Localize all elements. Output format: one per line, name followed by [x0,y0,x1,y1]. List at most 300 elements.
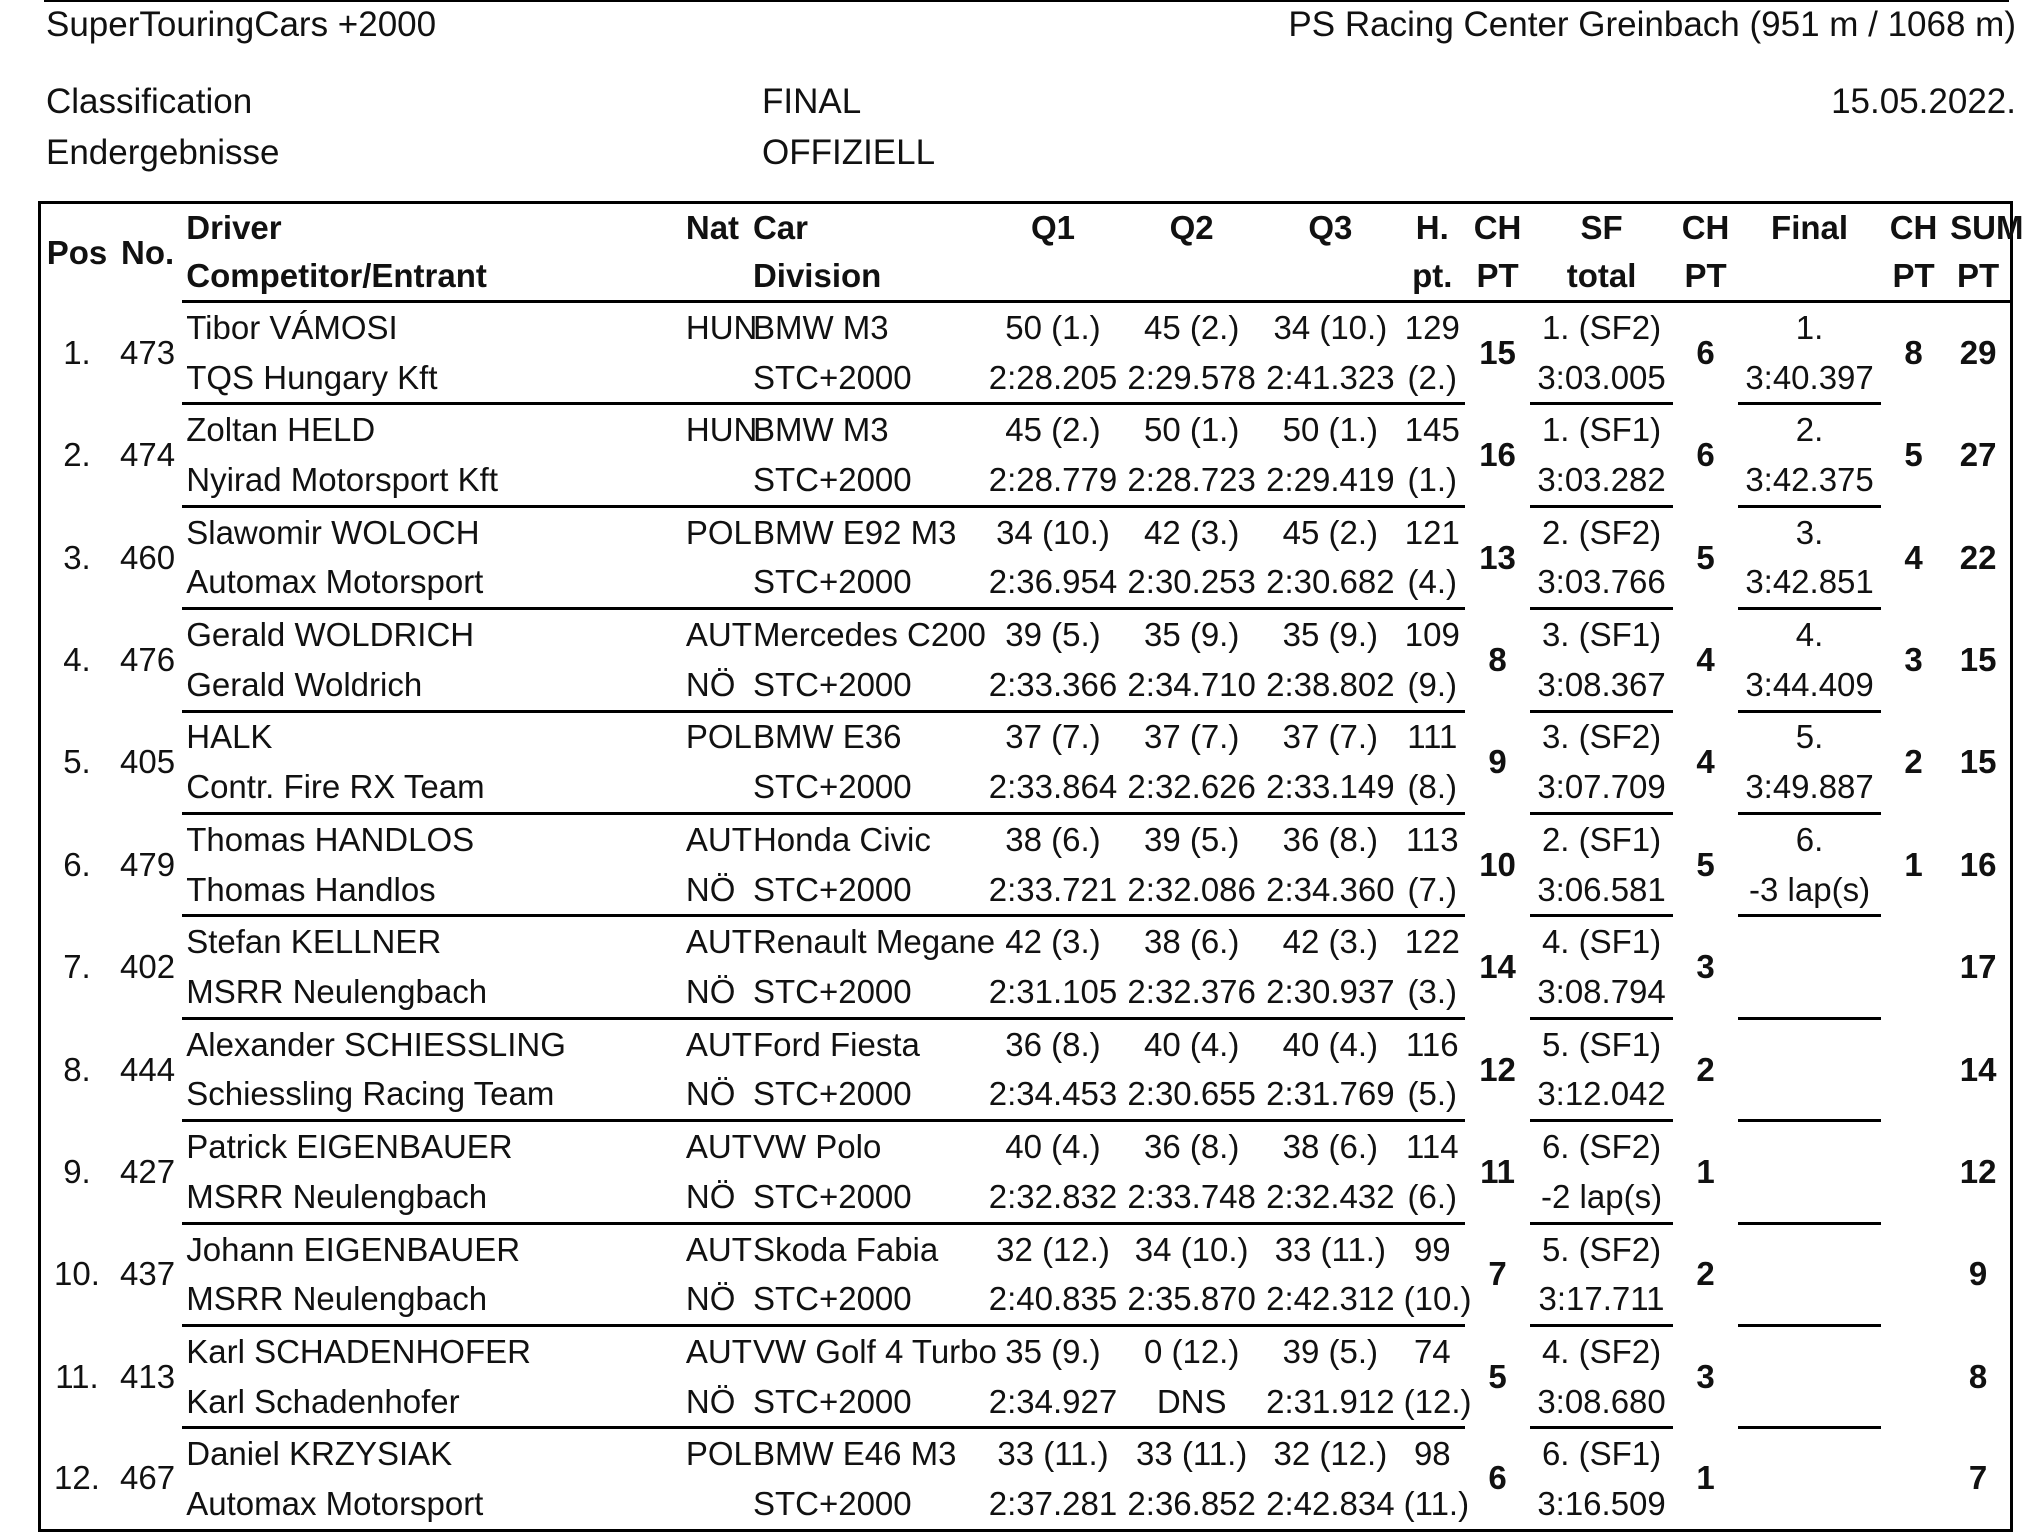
heat-points-cell: 99 [1413,1230,1451,1268]
q3-points-cell: 32 (12.) [1273,1435,1388,1473]
q1-time-cell: 2:36.954 [984,558,1123,609]
entrant-cell: Gerald Woldrich [182,660,682,711]
q1-time-cell: 2:28.205 [984,353,1123,404]
driver-cell: Gerald WOLDRICH [186,616,475,654]
ch-pt-1-cell: 5 [1488,1357,1507,1395]
region-cell [682,353,739,404]
division-cell: STC+2000 [739,865,984,916]
ch-pt-1-cell: 7 [1488,1255,1507,1293]
heat-rank-cell: (2.) [1400,353,1465,404]
col-ch-pt-3-sub: PT [1881,252,1946,302]
entrant-cell: MSRR Neulengbach [182,967,682,1018]
q2-time-cell: DNS [1122,1377,1261,1428]
car-number-cell: 427 [120,1152,176,1190]
division-cell: STC+2000 [739,1479,984,1530]
ch-pt-2-cell: 6 [1696,436,1715,474]
q3-points-cell: 33 (11.) [1274,1230,1386,1268]
q3-time-cell: 2:32.432 [1261,1172,1400,1223]
q1-points-cell: 36 (8.) [1005,1025,1101,1063]
col-ch-pt-1-sub: PT [1465,252,1530,302]
q1-points-cell: 35 (9.) [1005,1332,1101,1370]
entrant-cell: Contr. Fire RX Team [182,762,682,813]
q1-time-cell: 2:28.779 [984,455,1123,506]
car-cell: VW Golf 4 Turbo [752,1332,997,1370]
heat-points-cell: 113 [1405,820,1459,858]
ch-pt-2-cell: 5 [1696,538,1715,576]
car-number-cell: 402 [120,948,176,986]
header-row-1 [40,203,2012,253]
entrant-cell: Karl Schadenhofer [182,1377,682,1428]
driver-cell: Karl SCHADENHOFER [186,1332,531,1370]
entrant-cell: Schiessling Racing Team [182,1070,682,1121]
final-time-cell [1738,1479,1881,1530]
col-q3-blank [1261,252,1400,302]
sf-result-cell: 2. (SF1) [1541,820,1662,858]
sf-result-cell: 2. (SF2) [1541,513,1662,551]
col-q2-blank [1122,252,1261,302]
q2-points-cell: 35 (9.) [1143,616,1240,654]
table-row [40,1121,2012,1172]
table-row [40,1326,2012,1377]
final-time-cell: -3 lap(s) [1738,865,1881,916]
driver-cell: Patrick EIGENBAUER [186,1128,513,1166]
entrant-cell: MSRR Neulengbach [182,1274,682,1325]
final-result-cell [1738,1326,1881,1377]
table-row [40,302,2012,353]
final-result-cell [1738,1223,1881,1274]
ch-pt-3-cell [1881,1223,1946,1325]
entrant-cell: Thomas Handlos [182,865,682,916]
q1-time-cell: 2:34.927 [984,1377,1123,1428]
car-number-cell: 473 [120,333,176,371]
q2-points-cell: 34 (10.) [1134,1230,1249,1268]
final-time-cell: 3:42.375 [1738,455,1881,506]
table-row [40,609,2012,660]
col-ch-pt-2-sub: PT [1673,252,1738,302]
ch-pt-3-cell: 5 [1904,436,1923,474]
col-ch-pt-3: CH [1881,203,1946,253]
q3-points-cell: 50 (1.) [1282,411,1379,449]
col-heat-points: H. [1400,203,1465,253]
sf-time-cell: 3:16.509 [1530,1479,1673,1530]
col-q1: Q1 [984,203,1123,253]
driver-cell: Slawomir WOLOCH [186,513,480,551]
car-number-cell: 405 [120,743,176,781]
header-row-2 [40,252,2012,302]
region-cell: NÖ [682,1070,739,1121]
q3-time-cell: 2:42.834 [1261,1479,1400,1530]
ch-pt-2-cell: 1 [1696,1459,1715,1497]
car-cell: Mercedes C200 [752,616,986,654]
heat-points-cell: 114 [1405,1128,1459,1166]
sum-points-cell: 15 [1959,743,1997,781]
q3-time-cell: 2:30.682 [1261,558,1400,609]
final-result-cell: 3. [1795,513,1824,551]
car-number-cell: 479 [120,845,176,883]
q1-time-cell: 2:33.366 [984,660,1123,711]
col-sum: SUM [1946,203,2011,253]
car-cell: Ford Fiesta [752,1025,920,1063]
final-time-cell: 3:44.409 [1738,660,1881,711]
pos-cell: 2. [63,436,91,474]
region-cell: NÖ [682,660,739,711]
division-cell: STC+2000 [739,353,984,404]
ch-pt-1-cell: 16 [1479,436,1516,474]
final-time-cell [1738,1172,1881,1223]
car-cell: BMW E92 M3 [752,513,957,551]
col-no: No. [113,203,182,302]
sum-points-cell: 7 [1968,1459,1988,1497]
heat-points-cell: 129 [1404,308,1460,346]
final-result-cell: 5. [1795,718,1824,756]
heat-points-cell: 116 [1405,1025,1459,1063]
region-cell: NÖ [682,967,739,1018]
col-q3: Q3 [1261,203,1400,253]
ch-pt-2-cell: 2 [1696,1255,1715,1293]
q2-points-cell: 38 (6.) [1143,923,1240,961]
q2-time-cell: 2:29.578 [1122,353,1261,404]
sf-result-cell: 6. (SF2) [1541,1128,1662,1166]
region-cell: NÖ [682,1274,739,1325]
heat-points-cell: 74 [1413,1332,1451,1370]
division-cell: STC+2000 [739,1274,984,1325]
table-row [40,916,2012,967]
table-row [40,1223,2012,1274]
sum-points-cell: 16 [1959,845,1997,883]
q2-points-cell: 50 (1.) [1143,411,1240,449]
final-time-cell [1738,1070,1881,1121]
q2-time-cell: 2:36.852 [1122,1479,1261,1530]
col-heat-points-sub: pt. [1400,252,1465,302]
driver-cell: Johann EIGENBAUER [186,1230,521,1268]
q2-time-cell: 2:28.723 [1122,455,1261,506]
sf-result-cell: 1. (SF2) [1541,308,1662,346]
sum-points-cell: 14 [1959,1050,1997,1088]
ch-pt-1-cell: 10 [1479,845,1516,883]
q1-points-cell: 39 (5.) [1005,616,1101,654]
driver-cell: Stefan KELLNER [186,923,442,961]
q3-time-cell: 2:34.360 [1261,865,1400,916]
q3-time-cell: 2:31.769 [1261,1070,1400,1121]
car-number-cell: 474 [120,436,176,474]
region-cell: NÖ [682,1172,739,1223]
q1-points-cell: 32 (12.) [996,1230,1110,1268]
final-result-cell: 1. [1795,308,1824,346]
pos-cell: 11. [55,1357,99,1395]
heat-rank-cell: (12.) [1400,1377,1465,1428]
q1-points-cell: 34 (10.) [996,513,1110,551]
sum-points-cell: 29 [1959,334,1997,372]
q3-points-cell: 35 (9.) [1282,616,1379,654]
q3-points-cell: 36 (8.) [1282,820,1379,858]
sf-result-cell: 6. (SF1) [1541,1435,1662,1473]
ch-pt-2-cell: 3 [1696,1357,1715,1395]
nat-cell: AUT [685,820,752,858]
heat-points-cell: 98 [1413,1435,1451,1473]
ch-pt-1-cell: 13 [1479,538,1516,576]
q3-points-cell: 45 (2.) [1282,513,1379,551]
q3-points-cell: 42 (3.) [1282,923,1379,961]
col-sum-sub: PT [1946,252,2011,302]
q1-time-cell: 2:40.835 [984,1274,1123,1325]
division-cell: STC+2000 [739,762,984,813]
car-cell: VW Polo [752,1128,882,1166]
driver-cell: Thomas HANDLOS [186,820,475,858]
pos-cell: 10. [54,1255,100,1293]
classification-label: Classification [46,82,253,121]
car-cell: Renault Megane [752,923,996,961]
col-competitor: Competitor/Entrant [182,252,682,302]
q3-points-cell: 39 (5.) [1282,1332,1379,1370]
sf-time-cell: 3:17.711 [1530,1274,1673,1325]
q1-points-cell: 38 (6.) [1005,820,1101,858]
q1-points-cell: 37 (7.) [1005,718,1101,756]
sf-result-cell: 1. (SF1) [1541,411,1662,449]
sf-time-cell: 3:08.367 [1530,660,1673,711]
region-cell [682,455,739,506]
entrant-cell: Nyirad Motorsport Kft [182,455,682,506]
nat-cell: POL [685,718,752,756]
ch-pt-2-cell: 4 [1696,640,1715,678]
entrant-cell: TQS Hungary Kft [182,353,682,404]
q3-time-cell: 2:41.323 [1261,353,1400,404]
region-cell: NÖ [682,865,739,916]
heat-rank-cell: (10.) [1400,1274,1465,1325]
final-time-cell: 3:49.887 [1738,762,1881,813]
region-cell [682,762,739,813]
nat-cell: POL [685,1435,752,1473]
venue-title: PS Racing Center Greinbach (951 m / 1068 m) [1288,5,2016,44]
ch-pt-3-cell: 1 [1904,845,1923,883]
nat-cell: HUN [685,411,758,449]
heat-rank-cell: (5.) [1400,1070,1465,1121]
col-ch-pt-1: CH [1465,203,1530,253]
ch-pt-3-cell: 3 [1904,640,1923,678]
sf-time-cell: 3:08.680 [1530,1377,1673,1428]
q2-points-cell: 39 (5.) [1143,820,1240,858]
heat-points-cell: 122 [1404,923,1460,961]
ch-pt-1-cell: 11 [1480,1152,1515,1190]
q3-points-cell: 40 (4.) [1282,1025,1379,1063]
q3-time-cell: 2:31.912 [1261,1377,1400,1428]
table-row [40,506,2012,557]
ch-pt-2-cell: 2 [1696,1050,1715,1088]
heat-points-cell: 121 [1404,513,1460,551]
pos-cell: 5. [63,743,91,781]
q3-points-cell: 38 (6.) [1282,1128,1379,1166]
heat-rank-cell: (11.) [1400,1479,1465,1530]
car-cell: BMW M3 [752,411,889,449]
division-cell: STC+2000 [739,1172,984,1223]
heat-points-cell: 109 [1404,616,1460,654]
sf-result-cell: 3. (SF1) [1541,616,1662,654]
nat-cell: AUT [685,1332,752,1370]
q2-points-cell: 42 (3.) [1143,513,1240,551]
sf-result-cell: 3. (SF2) [1541,718,1662,756]
q1-points-cell: 45 (2.) [1005,411,1101,449]
pos-cell: 9. [63,1152,91,1190]
q3-time-cell: 2:33.149 [1261,762,1400,813]
ch-pt-2-cell: 3 [1696,948,1715,986]
car-cell: Honda Civic [752,820,931,858]
col-final-blank [1738,252,1881,302]
ch-pt-1-cell: 12 [1479,1050,1516,1088]
pos-cell: 1. [63,333,91,371]
q3-time-cell: 2:38.802 [1261,660,1400,711]
q2-points-cell: 40 (4.) [1143,1025,1240,1063]
q1-time-cell: 2:34.453 [984,1070,1123,1121]
heat-points-cell: 145 [1404,411,1460,449]
driver-cell: HALK [186,718,273,756]
final-result-cell: 6. [1795,820,1824,858]
table-row [40,814,2012,865]
sf-result-cell: 5. (SF1) [1541,1025,1662,1063]
entrant-cell: Automax Motorsport [182,558,682,609]
heat-rank-cell: (3.) [1400,967,1465,1018]
final-result-cell: 2. [1795,411,1824,449]
col-final: Final [1738,203,1881,253]
q2-points-cell: 36 (8.) [1143,1128,1240,1166]
car-number-cell: 444 [120,1050,176,1088]
q2-time-cell: 2:35.870 [1122,1274,1261,1325]
ch-pt-3-cell [1881,1326,1946,1428]
status-label-de: OFFIZIELL [762,133,936,172]
entrant-cell: Automax Motorsport [182,1479,682,1530]
sf-time-cell: 3:12.042 [1530,1070,1673,1121]
final-result-cell: 4. [1795,616,1824,654]
region-cell [682,1479,739,1530]
q2-time-cell: 2:33.748 [1122,1172,1261,1223]
ch-pt-2-cell: 4 [1696,743,1715,781]
sf-result-cell: 5. (SF2) [1541,1230,1662,1268]
car-cell: BMW M3 [752,308,889,346]
col-nat: Nat [682,203,739,253]
q1-time-cell: 2:37.281 [984,1479,1123,1530]
division-cell: STC+2000 [739,967,984,1018]
results-body [40,302,2012,1531]
division-cell: STC+2000 [739,660,984,711]
q1-time-cell: 2:33.864 [984,762,1123,813]
pos-cell: 7. [63,948,91,986]
q2-time-cell: 2:30.655 [1122,1070,1261,1121]
q1-time-cell: 2:33.721 [984,865,1123,916]
q2-time-cell: 2:32.376 [1122,967,1261,1018]
ch-pt-2-cell: 6 [1696,334,1715,372]
final-result-cell [1738,1018,1881,1069]
ch-pt-1-cell: 9 [1488,743,1507,781]
status-label: FINAL [762,82,862,121]
heat-rank-cell: (7.) [1400,865,1465,916]
entrant-cell: MSRR Neulengbach [182,1172,682,1223]
col-driver: Driver [182,203,682,253]
top-rule [44,0,2009,2]
ch-pt-3-cell: 8 [1904,334,1923,372]
ch-pt-3-cell: 2 [1904,743,1923,781]
car-number-cell: 413 [120,1357,176,1395]
car-number-cell: 460 [120,538,176,576]
final-result-cell [1738,1428,1881,1479]
ch-pt-1-cell: 6 [1488,1459,1507,1497]
car-number-cell: 476 [120,640,176,678]
sf-time-cell: 3:08.794 [1530,967,1673,1018]
nat-cell: AUT [685,1230,752,1268]
final-time-cell [1738,1274,1881,1325]
car-cell: BMW E36 [752,718,902,756]
q2-points-cell: 33 (11.) [1136,1435,1248,1473]
sum-points-cell: 27 [1959,436,1997,474]
q2-points-cell: 37 (7.) [1143,718,1240,756]
pos-cell: 8. [63,1050,91,1088]
sf-time-cell: 3:07.709 [1530,762,1673,813]
driver-cell: Daniel KRZYSIAK [186,1435,453,1473]
q1-points-cell: 42 (3.) [1005,923,1101,961]
table-row [40,1428,2012,1479]
ch-pt-3-cell: 4 [1904,538,1923,576]
q3-time-cell: 2:42.312 [1261,1274,1400,1325]
ch-pt-3-cell [1881,916,1946,1018]
results-table [38,201,2024,1532]
q3-time-cell: 2:29.419 [1261,455,1400,506]
sum-points-cell: 15 [1959,640,1997,678]
col-sf-sub: total [1530,252,1673,302]
ch-pt-2-cell: 1 [1696,1152,1715,1190]
col-q1-blank [984,252,1123,302]
region-cell [682,558,739,609]
ch-pt-2-cell: 5 [1696,845,1715,883]
q3-points-cell: 37 (7.) [1282,718,1379,756]
final-time-cell [1738,967,1881,1018]
ch-pt-3-cell [1881,1121,1946,1223]
q1-points-cell: 50 (1.) [1005,308,1101,346]
driver-cell: Zoltan HELD [186,411,376,449]
col-nat-blank [682,252,739,302]
ch-pt-3-cell [1881,1428,1946,1531]
sum-points-cell: 17 [1959,948,1997,986]
sf-time-cell: -2 lap(s) [1530,1172,1673,1223]
final-result-cell [1738,916,1881,967]
ch-pt-3-cell [1881,1018,1946,1120]
sum-points-cell: 8 [1968,1357,1988,1395]
col-pos: Pos [40,203,113,302]
nat-cell: POL [685,513,752,551]
final-result-cell [1738,1121,1881,1172]
q1-time-cell: 2:32.832 [984,1172,1123,1223]
series-title: SuperTouringCars +2000 [46,5,437,44]
q3-points-cell: 34 (10.) [1273,308,1388,346]
q2-time-cell: 2:32.626 [1122,762,1261,813]
heat-rank-cell: (4.) [1400,558,1465,609]
ch-pt-1-cell: 14 [1479,948,1516,986]
col-ch-pt-2: CH [1673,203,1738,253]
q2-time-cell: 2:32.086 [1122,865,1261,916]
col-car: Car [739,203,984,253]
sf-time-cell: 3:06.581 [1530,865,1673,916]
sf-result-cell: 4. (SF1) [1541,923,1662,961]
sum-points-cell: 9 [1968,1255,1988,1293]
q2-time-cell: 2:34.710 [1122,660,1261,711]
sf-time-cell: 3:03.005 [1530,353,1673,404]
final-time-cell [1738,1377,1881,1428]
table-row [40,1018,2012,1069]
table-row [40,404,2012,455]
heat-rank-cell: (9.) [1400,660,1465,711]
nat-cell: AUT [685,616,752,654]
final-time-cell: 3:42.851 [1738,558,1881,609]
region-cell: NÖ [682,1377,739,1428]
col-q2: Q2 [1122,203,1261,253]
sf-result-cell: 4. (SF2) [1541,1332,1662,1370]
table-row [40,711,2012,762]
